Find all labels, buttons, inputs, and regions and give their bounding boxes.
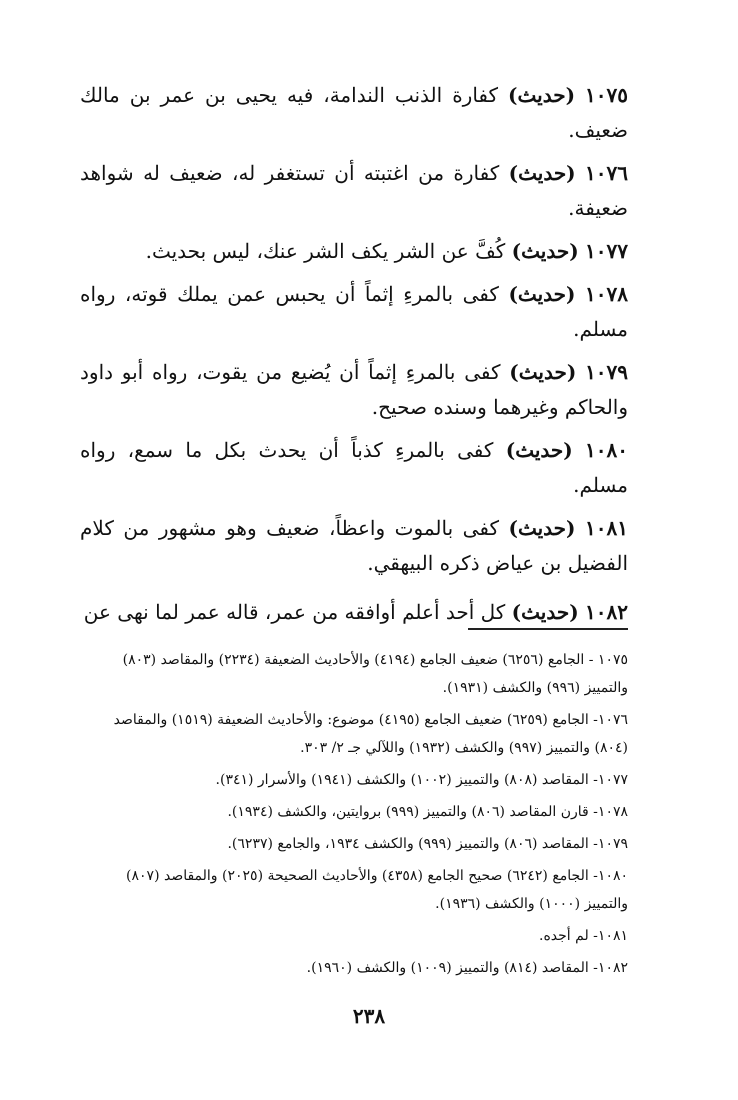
entry-text: كفى بالمرءِ كذباً أن يحدث بكل ما سمع، رواه مسلم.: [80, 438, 628, 497]
footnote-number: ١٠٧٦: [597, 712, 628, 728]
footnote-1079: [80, 830, 628, 858]
footnote-divider: [468, 628, 628, 630]
entry-1077: [80, 234, 628, 269]
entry-1076: [80, 156, 628, 226]
footnote-text: - الجامع (٦٢٥٦) ضعيف الجامع (٤١٩٤) والأحاديث الضعيفة (٢٢٣٤) والمقاصد (٨٠٣) والتمييز (٩٩٦) والكشف (١٩٣١).: [122, 652, 628, 696]
entry-number: ١٠٧٨: [585, 282, 628, 306]
entry-text: كفى بالمرءِ إثماً أن يُضيع من يقوت، رواه أبو داود والحاكم وغيرهما وسنده صحيح.: [80, 360, 628, 419]
footnote-1081: [80, 922, 628, 950]
footnote-number: ١٠٨١: [597, 928, 628, 944]
footnote-number: ١٠٨٠: [597, 868, 628, 884]
footnote-1080: [80, 862, 628, 918]
footnote-text: - المقاصد (٨١٤) والتمييز (١٠٠٩) والكشف (١٩٦٠).: [306, 960, 598, 976]
footnote-text: - لم أجده.: [539, 928, 598, 944]
entry-1082: [80, 595, 628, 630]
entry-tag: (حديث): [511, 239, 579, 263]
entry-1080: [80, 433, 628, 503]
footnote-number: ١٠٧٧: [597, 772, 628, 788]
entry-1075: [80, 78, 628, 148]
entry-number: ١٠٧٧: [585, 239, 628, 263]
entry-1079: [80, 355, 628, 425]
footnote-text: - المقاصد (٨٠٨) والتمييز (١٠٠٢) والكشف (١٩٤١) والأسرار (٣٤١).: [215, 772, 598, 788]
entry-tag: (حديث): [511, 600, 579, 624]
entry-tag: (حديث): [508, 282, 576, 306]
footnote-1076: [80, 706, 628, 762]
entry-number: ١٠٧٩: [585, 360, 629, 384]
entry-text: كفى بالموت واعظاً، ضعيف وهو مشهور من كلام الفضيل بن عياض ذكره البيهقي.: [80, 516, 628, 575]
footnote-number: ١٠٧٩: [597, 836, 628, 852]
footnote-number: ١٠٨٢: [597, 960, 628, 976]
entry-tag: (حديث): [505, 438, 573, 462]
entry-number: ١٠٨٢: [585, 600, 628, 624]
page-number: ٢٣٨: [352, 1004, 386, 1028]
footnote-text: - قارن المقاصد (٨٠٦) والتمييز (٩٩٩) بروايتين، والكشف (١٩٣٤).: [227, 804, 598, 820]
footnote-1077: [80, 766, 628, 794]
entry-tag: (حديث): [509, 360, 577, 384]
entry-number: ١٠٨١: [585, 516, 629, 540]
footnote-text: - المقاصد (٨٠٦) والتمييز (٩٩٩) والكشف ١٩٣٤، والجامع (٦٢٣٧).: [227, 836, 598, 852]
footnote-number: ١٠٧٨: [597, 804, 628, 820]
entry-1078: [80, 277, 628, 347]
entry-text: كفارة الذنب الندامة، فيه يحيى بن عمر بن مالك ضعيف.: [80, 83, 628, 142]
footnote-1078: [80, 798, 628, 826]
footnote-text: - الجامع (٦٢٤٢) صحيح الجامع (٤٣٥٨) والأحاديث الصحيحة (٢٠٢٥) والمقاصد (٨٠٧) والتمييز (١٠٠٠) والكشف (١٩٣٦).: [126, 868, 628, 912]
entry-text: كفارة من اغتبته أن تستغفر له، ضعيف له شواهد ضعيفة.: [80, 161, 628, 220]
footnote-text: - الجامع (٦٢٥٩) ضعيف الجامع (٤١٩٥) موضوع: والأحاديث الضعيفة (١٥١٩) والمقاصد (٨٠٤) والتمييز (٩٩٧) والكشف (١٩٣٢) واللآلي جـ ٢/ ٣٠٣.: [113, 712, 628, 756]
footnote-number: ١٠٧٥: [597, 652, 628, 668]
entry-tag: (حديث): [508, 516, 576, 540]
footnotes: [80, 646, 628, 986]
footnote-1075: [80, 646, 628, 702]
footnote-1082: [80, 954, 628, 982]
entry-text: كل أحد أعلم أوافقه من عمر، قاله عمر لما نهى عن: [83, 600, 506, 624]
entry-text: كُفَّ عن الشر يكف الشر عنك، ليس بحديث.: [145, 239, 506, 263]
entry-number: ١٠٧٥: [585, 83, 628, 107]
entry-number: ١٠٨٠: [585, 438, 628, 462]
entry-text: كفى بالمرءِ إثماً أن يحبس عمن يملك قوته، رواه مسلم.: [80, 282, 628, 341]
entry-number: ١٠٧٦: [585, 161, 628, 185]
entry-tag: (حديث): [508, 161, 576, 185]
entry-tag: (حديث): [508, 83, 576, 107]
entry-1081: [80, 511, 628, 581]
